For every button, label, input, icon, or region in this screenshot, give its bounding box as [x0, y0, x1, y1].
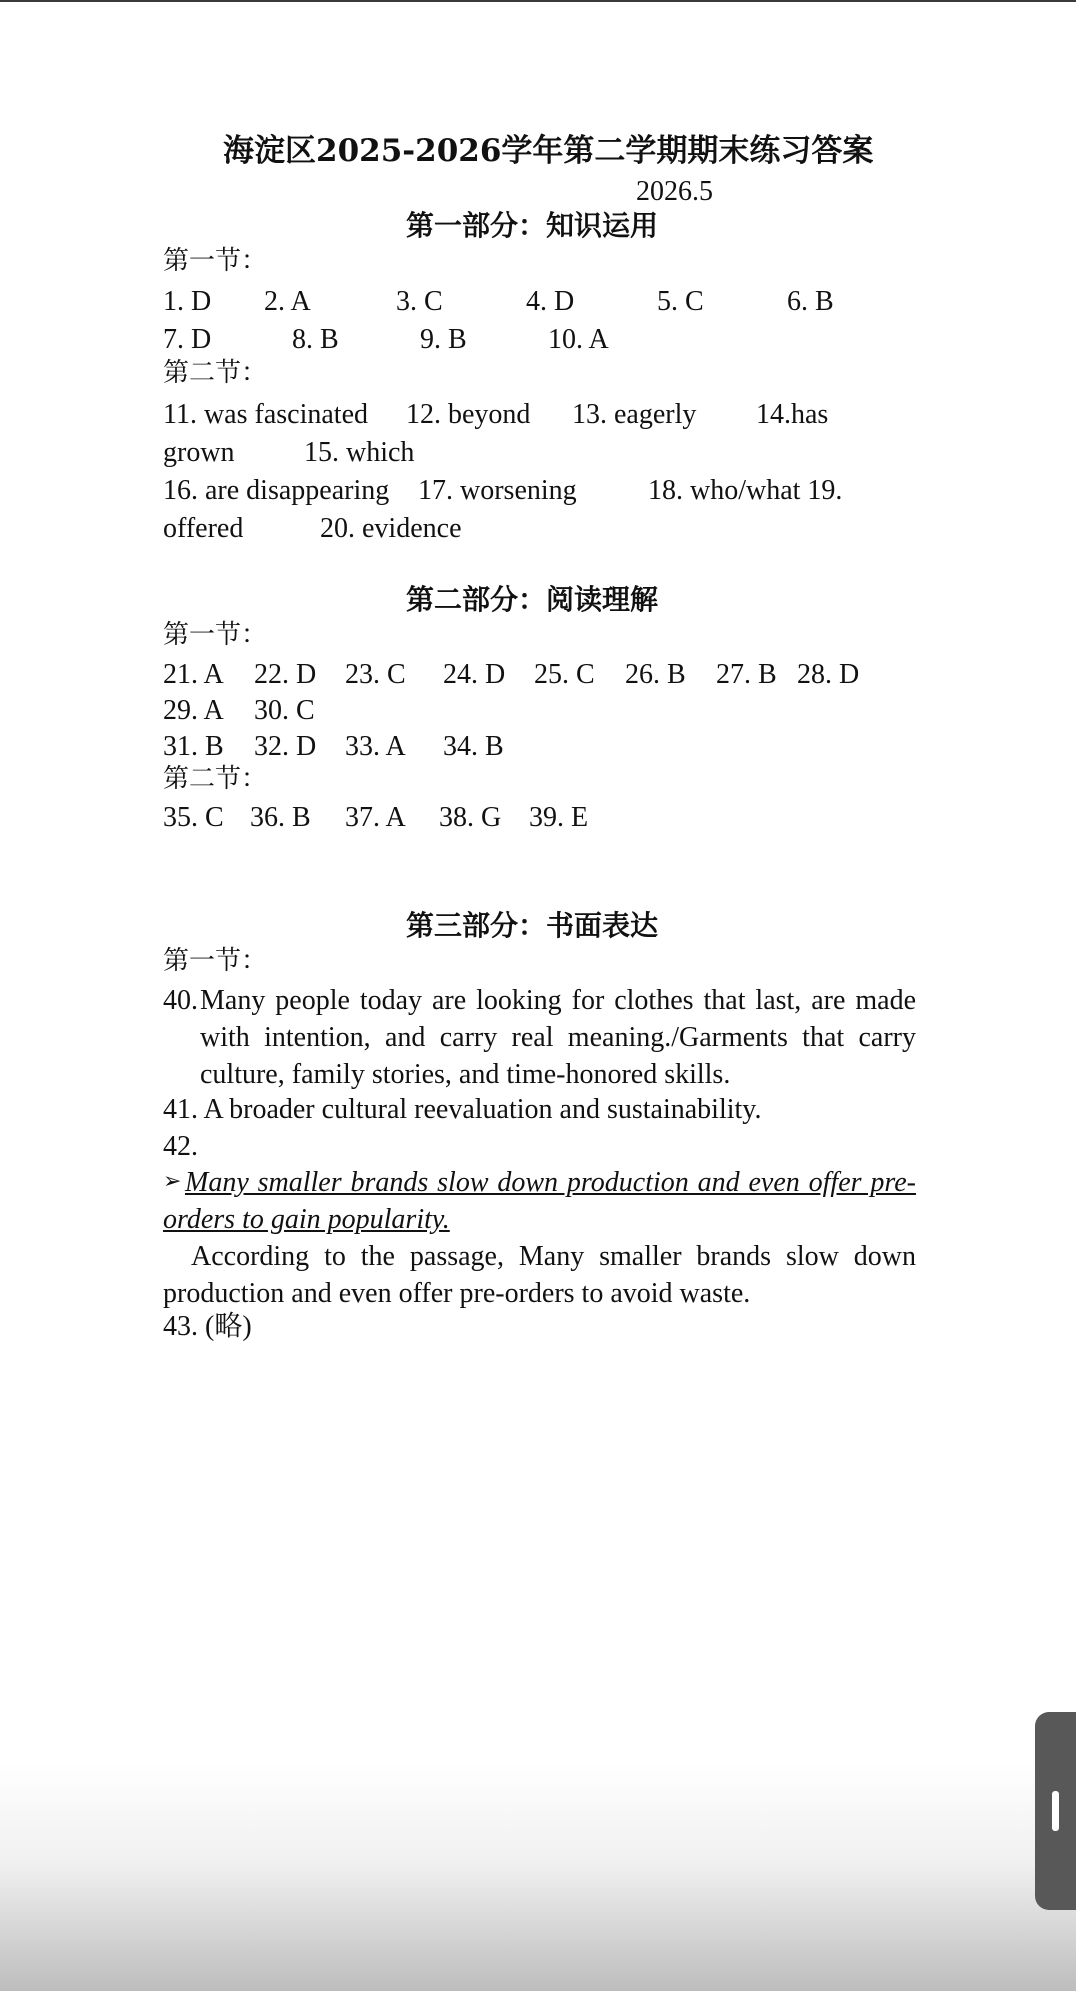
answer-paragraph: According to the passage, Many smaller brands slow down production and even offer pre-orders to avoid waste. [163, 1241, 916, 1309]
part1-heading: 第一部分：知识运用 [406, 209, 659, 242]
document-title: 海淀区2025-2026学年第二学期期末练习答案 [223, 133, 874, 169]
arrow-bullet-icon: ➢ [163, 1168, 182, 1193]
answer-item: 12. beyond [406, 399, 531, 430]
part1-section1-label: 第一节： [163, 246, 268, 276]
quoted-sentence [163, 1164, 916, 1238]
answer-item: offered [163, 513, 244, 544]
answer-item: 24. D [443, 659, 506, 690]
answer-item: 17. worsening [418, 475, 577, 506]
question-number: 42. [163, 1131, 198, 1162]
part2-heading: 第二部分：阅读理解 [406, 583, 659, 616]
part2-section1-label: 第一节： [163, 620, 268, 650]
answer-item: 14.has [756, 399, 829, 430]
answer-item: 1. D [163, 286, 212, 317]
top-border [0, 0, 1076, 2]
answer-item: 35. C [163, 802, 224, 833]
answer-item: 18. who/what 19. [648, 475, 843, 506]
answer-item: 22. D [254, 659, 317, 690]
scrollbar-handle[interactable] [1035, 1712, 1076, 1910]
answer-line: 43. (略) [163, 1311, 252, 1342]
answer-item: 13. eagerly [572, 399, 697, 430]
answer-item: 21. A [163, 659, 224, 690]
answer-item: 29. A [163, 695, 224, 726]
answer-item: 28. D [797, 659, 860, 690]
part3-heading: 第三部分：书面表达 [406, 909, 659, 942]
answer-item: 25. C [534, 659, 595, 690]
answer-item: 3. C [396, 286, 443, 317]
answer-item: grown [163, 437, 235, 468]
answer-item: 33. A [345, 731, 406, 762]
answer-item: 4. D [526, 286, 575, 317]
answer-item: 9. B [420, 324, 467, 355]
answer-item: 38. G [439, 802, 502, 833]
answer-item: 32. D [254, 731, 317, 762]
part1-section2-label: 第二节： [163, 358, 268, 388]
answer-item: 5. C [657, 286, 704, 317]
document-date: 2026.5 [636, 176, 713, 207]
answer-item: 39. E [529, 802, 589, 833]
answer-item: 36. B [250, 802, 311, 833]
answer-item: 20. evidence [320, 513, 462, 544]
quoted-sentence-text: Many smaller brands slow down production and even offer pre-orders to gain popularity. [163, 1167, 916, 1235]
answer-item: 16. are disappearing [163, 475, 390, 506]
grip-icon [1052, 1791, 1059, 1831]
answer-item: 30. C [254, 695, 315, 726]
answer-item: 37. A [345, 802, 406, 833]
part3-section1-label: 第一节： [163, 946, 268, 976]
answer-item: 6. B [787, 286, 834, 317]
answer-item: 7. D [163, 324, 212, 355]
answer-item: 34. B [443, 731, 504, 762]
answer-item: 26. B [625, 659, 686, 690]
answer-item: 11. was fascinated [163, 399, 368, 430]
answer-line: 41. A broader cultural reevaluation and sustainability. [163, 1094, 762, 1125]
answer-item: 2. A [264, 286, 311, 317]
answer-item: 15. which [304, 437, 415, 468]
answer-item: 23. C [345, 659, 406, 690]
part2-section2-label: 第二节： [163, 764, 268, 794]
answer-paragraph: Many people today are looking for clothes that last, are made with intention, and carry real meaning./Garments that carry culture, family stories, and time-honored skills. [200, 985, 916, 1090]
answer-item: 10. A [548, 324, 609, 355]
answer-item: 31. B [163, 731, 224, 762]
answer-item: 27. B [716, 659, 777, 690]
answer-item: 8. B [292, 324, 339, 355]
question-number: 40. [163, 985, 198, 1016]
bottom-shadow [0, 1760, 1076, 1991]
